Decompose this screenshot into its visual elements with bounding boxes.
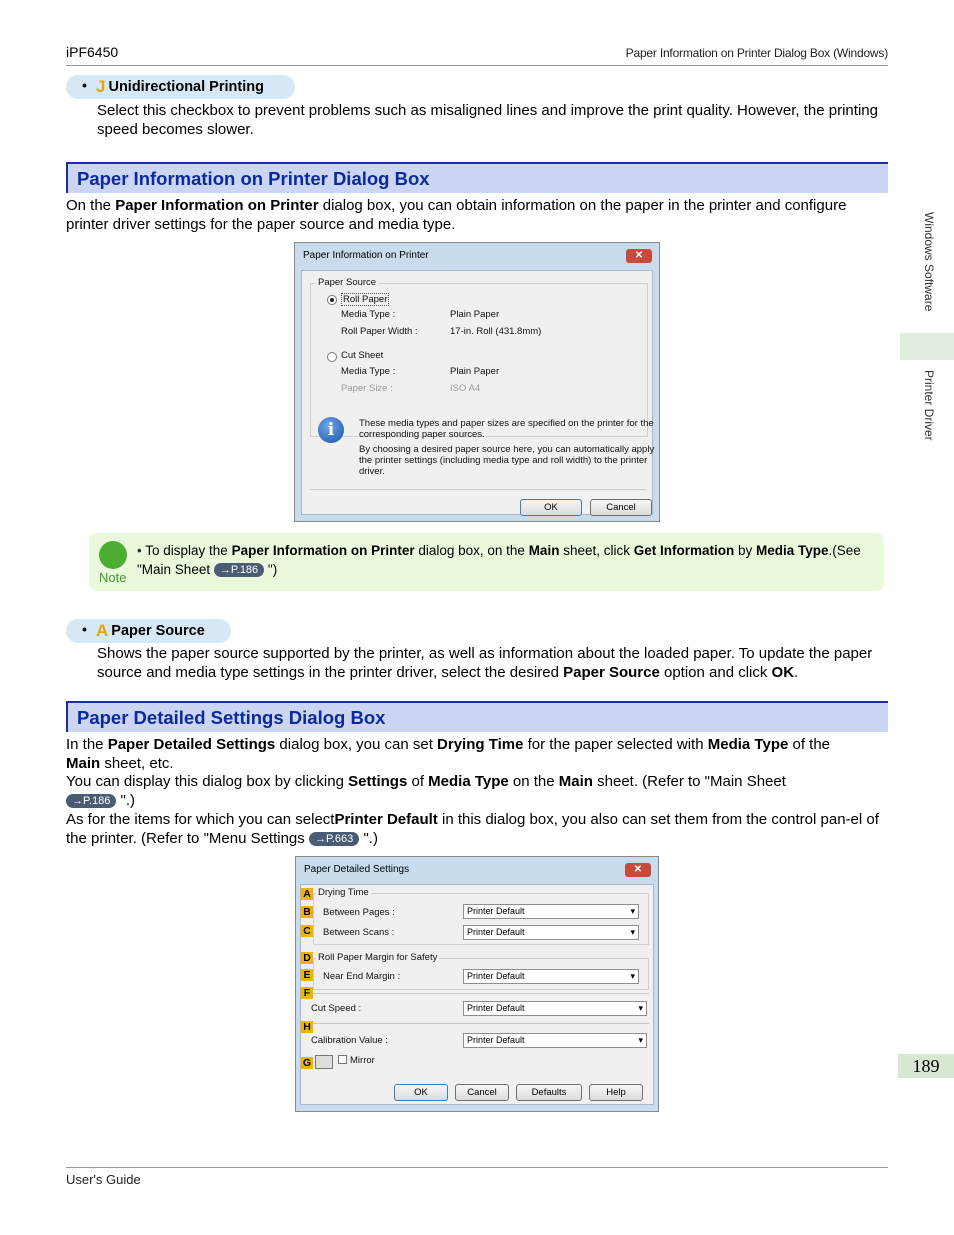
near-end-margin-label: Near End Margin :	[323, 971, 401, 982]
cut-media-type-value: Plain Paper	[450, 366, 500, 377]
info-line: driver.	[359, 466, 385, 477]
between-pages-label: Between Pages :	[323, 907, 395, 918]
side-tab-printer-driver: Printer Driver	[922, 370, 936, 441]
bold-text: Main	[66, 754, 101, 772]
dialog-separator	[310, 489, 646, 490]
between-pages-select[interactable]: Printer Default ▾	[463, 904, 639, 919]
dialog-body	[300, 884, 654, 1105]
paper-size-label: Paper Size :	[341, 383, 393, 394]
callout-b-icon: B	[301, 906, 313, 918]
text: of the	[788, 736, 831, 753]
bold-text: OK	[771, 663, 795, 681]
text: dialog box, you can obtain information on the paper in the printer and configure printer driver settings for the paper source and media type.	[66, 197, 847, 233]
text: dialog box, you can set	[275, 736, 438, 753]
bold-text: Drying Time	[437, 736, 524, 753]
separator	[313, 993, 649, 994]
roll-width-value: 17-in. Roll (431.8mm)	[450, 326, 542, 337]
bold-text: Main	[558, 773, 593, 790]
bullet: •	[137, 543, 142, 558]
text: option and click	[659, 663, 772, 681]
media-type-value: Plain Paper	[450, 309, 500, 320]
separator	[313, 1023, 649, 1024]
callout-e-icon: E	[301, 969, 313, 981]
drying-time-label: Drying Time	[318, 887, 369, 898]
cancel-button[interactable]: Cancel	[590, 499, 652, 516]
item-j-heading	[66, 75, 295, 99]
bold-text: Media Type	[756, 543, 829, 558]
bullet: •	[82, 77, 87, 93]
bold-text: Paper Information on Printer	[231, 543, 415, 558]
footer-divider	[66, 1167, 888, 1168]
bold-text: Main	[528, 543, 560, 558]
item-a-letter: A	[96, 621, 109, 640]
bold-text: Get Information	[633, 543, 735, 558]
margin-group-label: Roll Paper Margin for Safety	[318, 952, 438, 963]
mirror-arrow-icon	[315, 1055, 333, 1069]
note-text	[137, 541, 877, 579]
media-type-label: Media Type :	[341, 309, 396, 320]
ok-button[interactable]: OK	[520, 499, 582, 516]
dialog-title: Paper Detailed Settings	[304, 864, 410, 875]
side-tab-highlight	[900, 333, 954, 360]
callout-a-icon: A	[301, 888, 313, 900]
header-chapter: Paper Information on Printer Dialog Box (Windows)	[625, 46, 888, 60]
bullet: •	[82, 621, 87, 637]
item-j-letter: J	[96, 77, 106, 96]
text: You can display this dialog box by clicking	[66, 773, 349, 790]
text: on the	[508, 773, 559, 790]
section2-paragraph-2	[66, 773, 888, 810]
calibration-value-label: Calibration Value :	[311, 1035, 388, 1046]
paper-information-dialog	[294, 242, 660, 522]
item-j-text: Select this checkbox to prevent problems such as misaligned lines and improve the print quality. However, the printing speed becomes slower.	[97, 102, 878, 138]
text: Shows the paper source supported by the printer, as well as information about the loaded paper. To update the paper source and media type settings in the printer driver, select the desired	[97, 645, 873, 681]
bold-text: Settings	[348, 773, 408, 790]
section-paper-information-heading: Paper Information on Printer Dialog Box	[66, 162, 888, 193]
close-icon[interactable]: ✕	[626, 249, 652, 263]
callout-f-icon: F	[301, 987, 313, 999]
ok-button[interactable]: OK	[394, 1084, 448, 1101]
mirror-label[interactable]: Mirror	[350, 1055, 375, 1066]
dialog-body	[301, 270, 653, 515]
text: by	[734, 543, 756, 558]
main-sheet-link[interactable]: →P.186	[214, 563, 264, 577]
callout-g-icon: G	[302, 1057, 312, 1069]
section2-paragraph-1	[66, 736, 888, 773]
text: .(See	[828, 543, 861, 558]
text: On the	[66, 197, 116, 214]
roll-width-label: Roll Paper Width :	[341, 326, 418, 337]
between-scans-select[interactable]: Printer Default ▾	[463, 925, 639, 940]
note-label: Note	[99, 570, 127, 585]
cut-sheet-label[interactable]: Cut Sheet	[341, 350, 384, 361]
cancel-button[interactable]: Cancel	[455, 1084, 509, 1101]
near-end-margin-select[interactable]: Printer Default ▾	[463, 969, 639, 984]
text: sheet, etc.	[100, 754, 174, 772]
text: dialog box, on the	[414, 543, 529, 558]
text: ")	[264, 562, 278, 577]
header-product: iPF6450	[66, 44, 119, 60]
text: of	[407, 773, 429, 790]
mirror-checkbox[interactable]	[338, 1055, 347, 1064]
page-number: 189	[898, 1054, 954, 1078]
cut-speed-label: Cut Speed :	[311, 1003, 362, 1014]
side-tab-windows-software: Windows Software	[922, 212, 936, 312]
menu-settings-link[interactable]: →P.663	[309, 832, 359, 846]
text: in this dialog box, you also can set them from the control pan-el of the printer. (Refer to "Menu Settings	[66, 811, 879, 847]
item-a-text	[97, 645, 887, 682]
paper-detailed-settings-dialog	[295, 856, 659, 1112]
text: sheet, click	[559, 543, 634, 558]
item-j-title: Unidirectional Printing	[108, 79, 264, 95]
callout-c-icon: C	[301, 925, 313, 937]
section-paper-detailed-heading: Paper Detailed Settings Dialog Box	[66, 701, 888, 732]
footer-guide-title: User's Guide	[66, 1172, 141, 1187]
paper-source-group-label: Paper Source	[318, 277, 377, 288]
info-line: By choosing a desired paper source here, you can automatically apply	[359, 444, 655, 455]
paper-size-value: ISO A4	[450, 383, 481, 394]
callout-h-icon: H	[301, 1021, 313, 1033]
text: ".)	[116, 791, 135, 809]
info-icon: i	[318, 417, 344, 443]
defaults-button[interactable]: Defaults	[516, 1084, 582, 1101]
cut-media-type-label: Media Type :	[341, 366, 396, 377]
text: "Main Sheet	[137, 562, 214, 577]
calibration-value-select[interactable]: Printer Default ▾	[463, 1033, 647, 1048]
text: for the paper selected with	[523, 736, 708, 753]
cut-sheet-radio[interactable]	[327, 352, 337, 362]
roll-paper-label[interactable]: Roll Paper	[343, 294, 388, 305]
bold-text: Paper Information on Printer	[115, 197, 319, 214]
dialog-title: Paper Information on Printer	[303, 250, 429, 261]
item-a-title: Paper Source	[111, 623, 205, 639]
text: In the	[66, 736, 108, 753]
bold-text: Paper Detailed Settings	[107, 736, 276, 753]
text: As for the items for which you can select	[66, 811, 335, 828]
roll-paper-radio[interactable]	[327, 295, 337, 305]
note-box	[89, 533, 884, 591]
item-a-heading	[66, 619, 231, 643]
callout-d-icon: D	[301, 952, 313, 964]
text: ".)	[359, 829, 378, 847]
cut-speed-select[interactable]: Printer Default ▾	[463, 1001, 647, 1016]
help-button[interactable]: Help	[589, 1084, 643, 1101]
main-sheet-link[interactable]: →P.186	[66, 794, 116, 808]
pencil-note-icon	[99, 541, 127, 569]
text: To display the	[145, 543, 232, 558]
bold-text: Media Type	[707, 736, 789, 753]
bold-text: Printer Default	[334, 811, 438, 828]
section1-intro	[66, 197, 888, 234]
between-scans-label: Between Scans :	[323, 927, 395, 938]
bold-text: Media Type	[428, 773, 509, 790]
text: sheet. (Refer to "Main Sheet	[592, 773, 786, 790]
close-icon[interactable]: ✕	[625, 863, 651, 877]
section2-paragraph-3	[66, 811, 888, 848]
info-line: the printer settings (including media type and roll width) to the printer	[359, 455, 648, 466]
header-divider	[66, 65, 888, 66]
info-line: corresponding paper sources.	[359, 429, 485, 440]
text: .	[794, 663, 799, 681]
bold-text: Paper Source	[563, 663, 660, 681]
info-line: These media types and paper sizes are specified on the printer for the	[359, 418, 654, 429]
